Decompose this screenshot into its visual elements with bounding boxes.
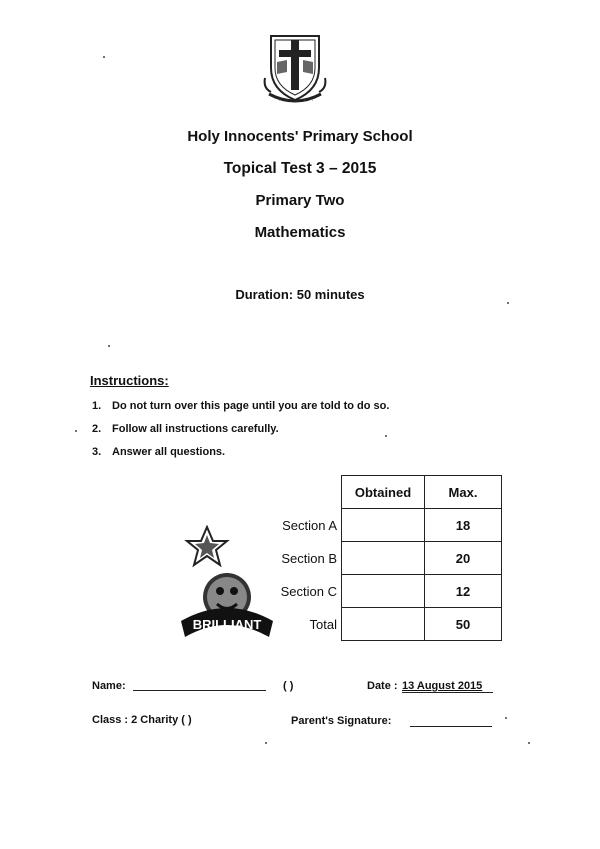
scan-speck: [507, 302, 509, 304]
instruction-number: 1.: [92, 400, 102, 412]
obtained-cell[interactable]: [342, 575, 425, 608]
section-label: Section A: [282, 517, 337, 533]
instructions-heading: Instructions:: [90, 373, 169, 388]
total-label: Total: [309, 616, 337, 632]
instruction-text: Follow all instructions carefully.: [112, 423, 279, 435]
instruction-text: Do not turn over this page until you are told to do so.: [112, 400, 390, 412]
crest-motto: · · · · ·: [278, 97, 316, 104]
max-cell: 20: [425, 542, 502, 575]
obtained-cell[interactable]: [342, 509, 425, 542]
name-label: Name:: [92, 680, 126, 692]
instruction-item: [92, 400, 389, 423]
date-value: 13 August 2015: [402, 680, 483, 692]
level-title: Primary Two: [255, 192, 345, 209]
scan-speck: [385, 435, 387, 437]
school-crest-icon: [263, 32, 327, 104]
test-title: Topical Test 3 – 2015: [223, 160, 377, 177]
table-row: [265, 608, 502, 641]
instruction-number: 2.: [92, 423, 102, 435]
obtained-header: Obtained: [342, 476, 425, 509]
obtained-cell[interactable]: [342, 608, 425, 641]
scan-speck: [103, 56, 105, 58]
instruction-item: [92, 423, 389, 446]
scan-speck: [528, 742, 530, 744]
scan-speck: [265, 742, 267, 744]
table-row: [265, 509, 502, 542]
index-number-field[interactable]: ( ): [283, 680, 294, 692]
name-field[interactable]: [133, 690, 266, 691]
max-cell: 18: [425, 509, 502, 542]
instruction-item: [92, 446, 389, 469]
table-row: [265, 542, 502, 575]
scan-speck: [108, 345, 110, 347]
scan-speck: [75, 430, 77, 432]
table-header-row: [265, 476, 502, 509]
parent-signature-field[interactable]: [410, 726, 492, 727]
subject-title: Mathematics: [254, 224, 346, 241]
parent-signature-label: Parent's Signature:: [291, 715, 392, 727]
date-label: Date :: [367, 680, 398, 692]
school-name: Holy Innocents' Primary School: [187, 128, 413, 145]
date-underline: [402, 692, 493, 693]
obtained-cell[interactable]: [342, 542, 425, 575]
badge-text: BRILLIANT: [192, 617, 262, 632]
instruction-number: 3.: [92, 446, 102, 458]
class-label: Class : 2 Charity ( ): [92, 714, 192, 726]
max-cell: 50: [425, 608, 502, 641]
section-label: Section B: [281, 550, 337, 566]
max-header: Max.: [425, 476, 502, 509]
max-cell: 12: [425, 575, 502, 608]
table-row: [265, 575, 502, 608]
section-label: Section C: [280, 583, 337, 599]
score-table: [265, 475, 502, 641]
instruction-text: Answer all questions.: [112, 446, 226, 458]
scan-speck: [505, 717, 507, 719]
duration-text: Duration: 50 minutes: [235, 287, 365, 302]
instructions-list: [92, 400, 389, 469]
brilliant-badge-icon: [175, 525, 275, 640]
